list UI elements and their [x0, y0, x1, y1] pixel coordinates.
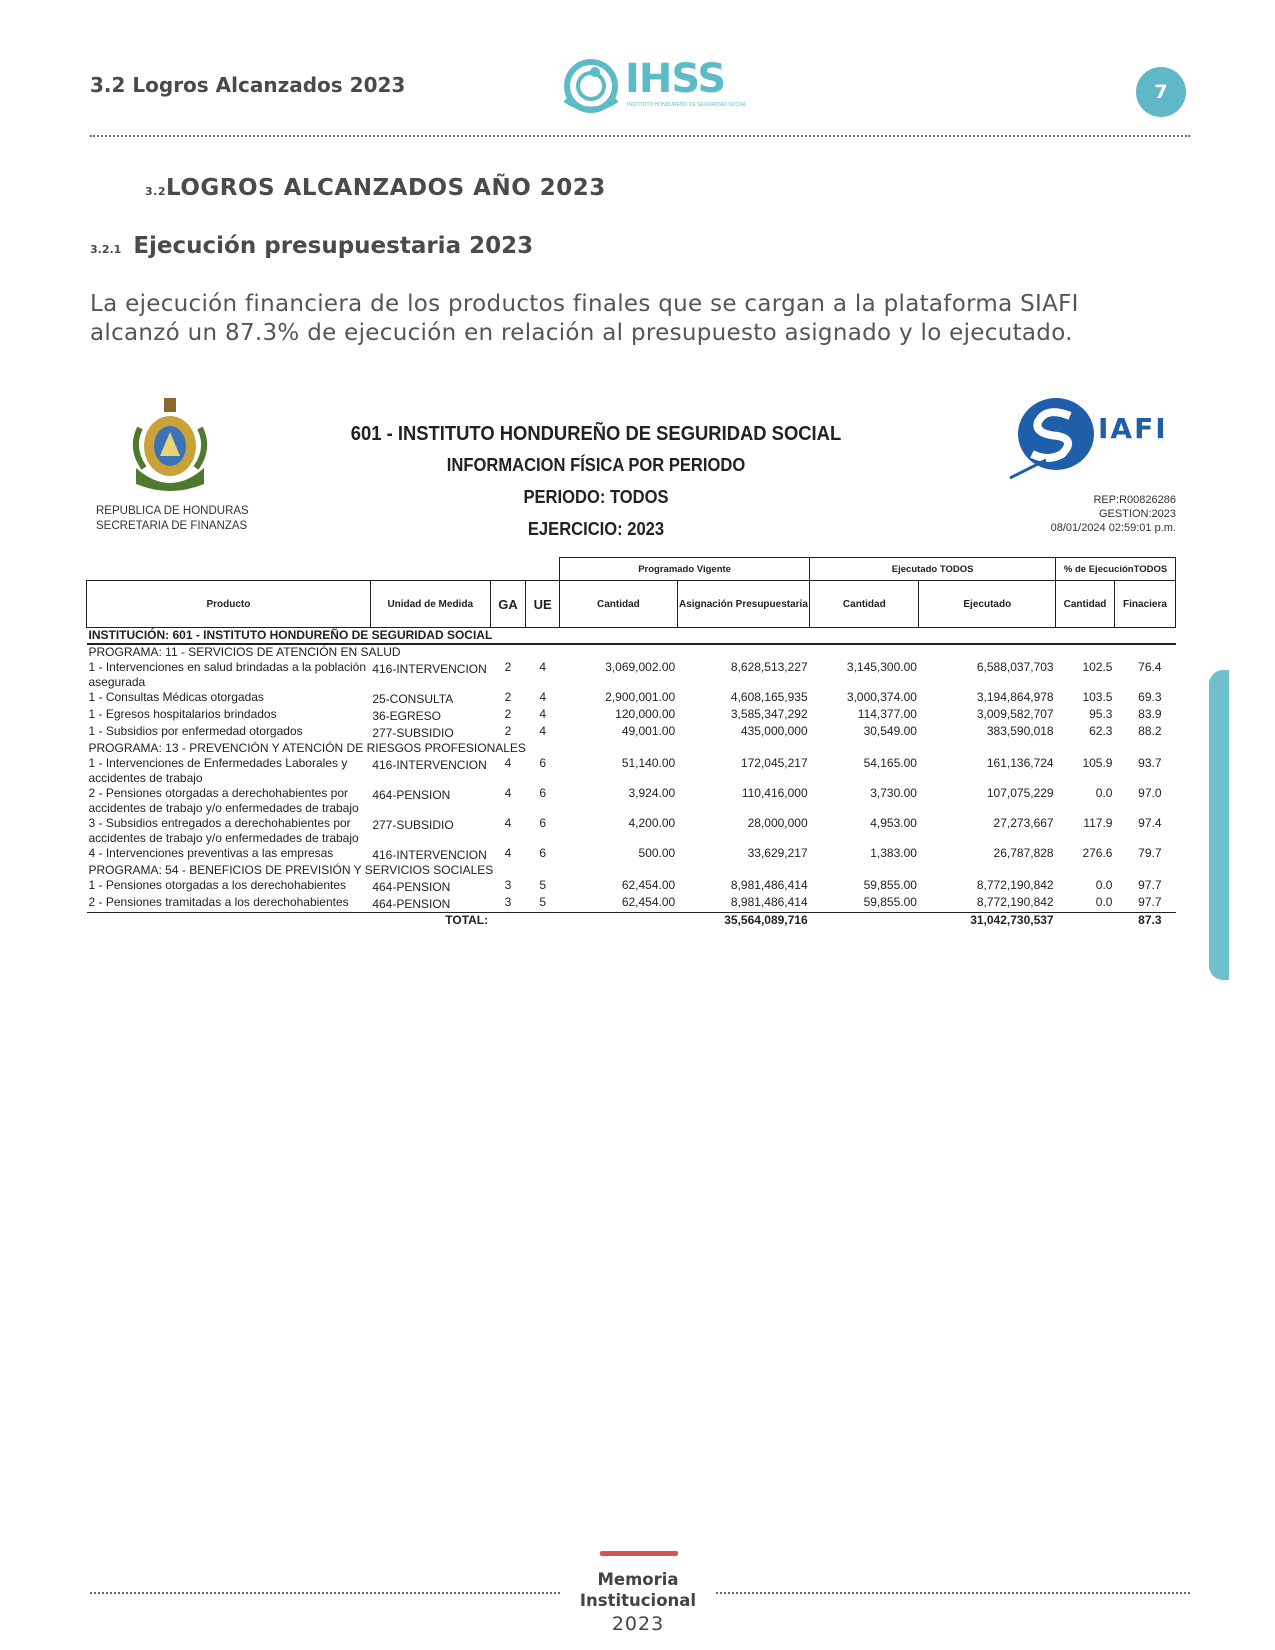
cell-ga: 4: [504, 756, 512, 770]
col-header-producto: Producto: [87, 581, 371, 628]
col-header-pct-cantidad: Cantidad: [1056, 581, 1115, 628]
ministry-line: SECRETARIA DE FINANZAS: [96, 520, 248, 532]
siafi-logo: [1006, 390, 1196, 486]
col-header-ue: UE: [526, 581, 560, 628]
cell-ue: 4: [539, 690, 547, 704]
subsection-heading: [90, 233, 533, 259]
cell-ga: 2: [504, 690, 512, 704]
table-row: [87, 846, 1176, 863]
cell-cantidad-ejec: 4,953.00: [870, 816, 917, 830]
cell-cantidad-ejec: 59,855.00: [810, 895, 919, 913]
ihss-logo: [555, 52, 747, 118]
footer-year: 2023: [611, 1613, 665, 1635]
cell-asignacion: 8,628,513,227: [730, 660, 808, 674]
cell-cantidad-ejec: 3,145,300.00: [846, 660, 917, 674]
honduras-coat-of-arms-icon: [130, 398, 210, 494]
cell-ue: 4: [539, 660, 547, 674]
intro-paragraph: [90, 290, 1190, 348]
cell-cantidad-ejec: 54,165.00: [863, 756, 917, 770]
cell-asignacion: 3,585,347,292: [730, 707, 808, 721]
footer-title-line2: Institucional: [579, 1591, 697, 1610]
total-asignacion: 35,564,089,716: [724, 913, 808, 927]
col-header-asignacion: Asignación Presupuestaria: [677, 581, 809, 628]
table-row: [87, 724, 1176, 741]
cell-pct-financiera: 97.7: [1114, 895, 1175, 913]
footer-title-line1: Memoria: [597, 1570, 679, 1589]
cell-producto: 2 - Pensiones tramitadas a los derechohabientes: [87, 895, 371, 913]
cell-ue: 6: [539, 786, 547, 800]
col-header-ga: GA: [490, 581, 526, 628]
program-label: PROGRAMA: 54 - BENEFICIOS DE PREVISIÓN Y SERVICIOS SOCIALES: [88, 863, 494, 877]
cell-asignacion: 8,981,486,414: [730, 878, 808, 892]
cell-cantidad-ejec: 1,383.00: [870, 846, 917, 860]
budget-execution-table: [86, 557, 1176, 928]
cell-asignacion: 28,000,000: [747, 816, 808, 830]
cell-ga: 4: [504, 816, 512, 830]
institution-row: [87, 628, 1176, 645]
cell-unidad: 464-PENSION: [372, 788, 451, 802]
cell-cantidad-prog: 51,140.00: [621, 756, 676, 770]
total-pct-financiera: 87.3: [1138, 913, 1162, 927]
cell-ga: 3: [490, 895, 526, 913]
cell-pct-cantidad: 62.3: [1089, 724, 1113, 738]
ihss-logo-subtitle: INSTITUTO HONDUREÑO DE SEGURIDAD SOCIAL: [627, 102, 747, 108]
section-heading-number: 3.2: [145, 185, 166, 198]
cell-ejecutado: 27,273,667: [993, 816, 1054, 830]
table-group-header-row: [87, 558, 1176, 581]
cell-cantidad-prog: 4,200.00: [628, 816, 676, 830]
ihss-logo-text: IHSS: [625, 56, 726, 102]
cell-ga: 2: [504, 660, 512, 674]
cell-producto: 1 - Intervenciones de Enfermedades Laborales y accidentes de trabajo: [88, 756, 348, 785]
cell-producto: 3 - Subsidios entregados a derechohabientes por accidentes de trabajo y/o enfermedades de trabajo: [88, 816, 359, 845]
cell-pct-financiera: 79.7: [1138, 846, 1162, 860]
report-date: 08/01/2024 02:59:01 p.m.: [1050, 522, 1176, 534]
cell-cantidad-ejec: 59,855.00: [863, 878, 917, 892]
paragraph-line-1: La ejecución financiera de los productos finales que se cargan a la plataforma SIAFI: [90, 291, 1079, 317]
cell-ga: 2: [504, 724, 512, 738]
report-period: PERIODO: TODOS: [523, 487, 669, 507]
cell-pct-financiera: 76.4: [1138, 660, 1162, 674]
col-header-cantidad-ejec: Cantidad: [810, 581, 919, 628]
table-row: [87, 895, 1176, 913]
group-header-programado: Programado Vigente: [560, 558, 810, 581]
table-row: [87, 756, 1176, 786]
footer-accent-bar: [600, 1551, 678, 1556]
cell-producto: 1 - Pensiones otorgadas a los derechohabientes: [88, 878, 347, 892]
cell-cantidad-ejec: 30,549.00: [863, 724, 917, 738]
cell-pct-cantidad: 105.9: [1082, 756, 1113, 770]
cell-ejecutado: 6,588,037,703: [976, 660, 1054, 674]
cell-unidad: 277-SUBSIDIO: [372, 726, 454, 740]
cell-pct-financiera: 93.7: [1138, 756, 1162, 770]
page-number: 7: [1136, 67, 1186, 117]
cell-pct-financiera: 69.3: [1138, 690, 1162, 704]
cell-unidad: 416-INTERVENCION: [372, 758, 487, 772]
cell-ejecutado: 161,136,724: [986, 756, 1054, 770]
cell-ue: 6: [539, 816, 547, 830]
cell-unidad: 25-CONSULTA: [372, 692, 454, 706]
subsection-heading-text: Ejecución presupuestaria 2023: [133, 233, 534, 259]
issuer-block: [96, 504, 249, 534]
cell-producto: 2 - Pensiones otorgadas a derechohabientes por accidentes de trabajo y/o enfermedades de trabajo: [88, 786, 359, 815]
cell-ga: 4: [504, 786, 512, 800]
cell-asignacion: 4,608,165,935: [730, 690, 808, 704]
col-header-unidad: Unidad de Medida: [370, 581, 490, 628]
cell-pct-cantidad: 103.5: [1082, 690, 1113, 704]
cell-producto: 1 - Egresos hospitalarios brindados: [88, 707, 277, 721]
report-code: REP:R00826286: [1093, 494, 1176, 506]
cell-pct-cantidad: 117.9: [1083, 816, 1113, 830]
cell-ga: 2: [504, 707, 512, 721]
siafi-report: [86, 390, 1190, 1070]
report-meta: [1051, 493, 1176, 535]
section-heading: [90, 175, 606, 201]
cell-ejecutado: 107,075,229: [986, 786, 1054, 800]
program-label: PROGRAMA: 11 - SERVICIOS DE ATENCIÓN EN SALUD: [88, 645, 401, 659]
siafi-logo-text: IAFI: [1098, 412, 1168, 445]
cell-unidad: 277-SUBSIDIO: [372, 818, 454, 832]
cell-cantidad-prog: 62,454.00: [621, 878, 676, 892]
cell-pct-cantidad: 0.0: [1056, 895, 1115, 913]
cell-ue: 5: [526, 895, 560, 913]
table-row: [87, 878, 1176, 895]
col-header-pct-financiera: Finaciera: [1114, 581, 1175, 628]
cell-producto: 4 - Intervenciones preventivas a las empresas: [88, 846, 334, 860]
table-row: [87, 660, 1176, 690]
program-row: [87, 741, 1176, 756]
report-gestion: GESTION:2023: [1098, 508, 1176, 520]
cell-pct-cantidad: 276.6: [1082, 846, 1113, 860]
cell-ejecutado: 8,772,190,842: [919, 895, 1056, 913]
subsection-heading-number: 3.2.1: [90, 243, 122, 256]
cell-cantidad-ejec: 3,730.00: [870, 786, 917, 800]
header-divider: [90, 135, 1190, 137]
cell-ejecutado: 383,590,018: [986, 724, 1054, 738]
cell-cantidad-prog: 3,924.00: [628, 786, 676, 800]
cell-pct-financiera: 97.0: [1138, 786, 1162, 800]
cell-ejecutado: 26,787,828: [993, 846, 1054, 860]
cell-unidad: 416-INTERVENCION: [372, 848, 487, 862]
section-heading-text: LOGROS ALCANZADOS AÑO 2023: [166, 175, 606, 201]
table-row: [87, 786, 1176, 816]
cell-ejecutado: 3,009,582,707: [976, 707, 1054, 721]
cell-pct-financiera: 88.2: [1138, 724, 1162, 738]
cell-unidad: 36-EGRESO: [372, 709, 442, 723]
paragraph-line-2: alcanzó un 87.3% de ejecución en relación al presupuesto asignado y lo ejecutado.: [90, 320, 1073, 346]
cell-cantidad-prog: 120,000.00: [615, 707, 676, 721]
cell-producto: 1 - Intervenciones en salud brindadas a la población asegurada: [88, 660, 367, 689]
cell-pct-cantidad: 102.5: [1082, 660, 1113, 674]
cell-ue: 4: [539, 724, 547, 738]
cell-pct-financiera: 97.4: [1138, 816, 1162, 830]
cell-cantidad-prog: 2,900,001.00: [605, 690, 676, 704]
institution-label: INSTITUCIÓN: 601 - INSTITUTO HONDUREÑO DE SEGURIDAD SOCIAL: [87, 628, 1176, 645]
cell-ue: 6: [539, 756, 547, 770]
cell-ejecutado: 8,772,190,842: [976, 878, 1054, 892]
table-row: [87, 816, 1176, 846]
report-year: EJERCICIO: 2023: [527, 519, 665, 539]
cell-producto: 1 - Subsidios por enfermedad otorgados: [88, 724, 303, 738]
country-line: REPUBLICA DE HONDURAS: [96, 505, 249, 517]
group-header-pct: % de EjecuciónTODOS: [1056, 558, 1176, 581]
cell-cantidad-prog: 49,001.00: [621, 724, 676, 738]
header-section-title: 3.2 Logros Alcanzados 2023: [90, 73, 406, 97]
cell-unidad: 464-PENSION: [372, 880, 451, 894]
report-subtitle: INFORMACION FÍSICA POR PERIODO: [446, 455, 746, 475]
report-title: 601 - INSTITUTO HONDUREÑO DE SEGURIDAD SOCIAL: [350, 423, 842, 445]
group-header-ejecutado: Ejecutado TODOS: [810, 558, 1056, 581]
cell-pct-cantidad: 0.0: [1095, 878, 1113, 892]
cell-cantidad-prog: 3,069,002.00: [605, 660, 676, 674]
cell-ue: 6: [539, 846, 547, 860]
cell-asignacion: 172,045,217: [740, 756, 808, 770]
cell-cantidad-ejec: 114,377.00: [857, 707, 917, 721]
program-row: [87, 644, 1176, 660]
cell-cantidad-prog: 62,454.00: [560, 895, 678, 913]
side-tab-decoration: [1209, 670, 1229, 980]
cell-unidad: 416-INTERVENCION: [372, 662, 487, 676]
ihss-emblem-icon: [555, 52, 625, 118]
footer-divider-left: [90, 1592, 560, 1594]
table-header-row: [87, 581, 1176, 628]
cell-cantidad-prog: 500.00: [638, 846, 676, 860]
cell-cantidad-ejec: 3,000,374.00: [846, 690, 917, 704]
cell-pct-cantidad: 95.3: [1089, 707, 1113, 721]
siafi-s-icon: [1006, 390, 1098, 486]
program-label: PROGRAMA: 13 - PREVENCIÓN Y ATENCIÓN DE RIESGOS PROFESIONALES: [88, 741, 526, 755]
cell-asignacion: 110,416,000: [741, 786, 808, 800]
cell-asignacion: 8,981,486,414: [677, 895, 809, 913]
cell-pct-financiera: 83.9: [1138, 707, 1162, 721]
cell-asignacion: 435,000,000: [740, 724, 808, 738]
cell-ga: 3: [504, 878, 512, 892]
cell-ga: 4: [504, 846, 512, 860]
cell-pct-financiera: 97.7: [1138, 878, 1162, 892]
total-ejecutado: 31,042,730,537: [970, 913, 1054, 927]
col-header-cantidad-prog: Cantidad: [560, 581, 678, 628]
table-row: [87, 690, 1176, 707]
cell-ejecutado: 3,194,864,978: [976, 690, 1054, 704]
cell-pct-cantidad: 0.0: [1095, 786, 1113, 800]
cell-ue: 4: [539, 707, 547, 721]
cell-asignacion: 33,629,217: [747, 846, 808, 860]
col-header-ejecutado: Ejecutado: [919, 581, 1056, 628]
table-row: [87, 707, 1176, 724]
total-row: [87, 913, 1176, 929]
footer-divider-right: [716, 1592, 1190, 1594]
total-label: TOTAL:: [445, 913, 489, 927]
cell-unidad: 464-PENSION: [370, 895, 490, 913]
cell-ue: 5: [539, 878, 547, 892]
cell-producto: 1 - Consultas Médicas otorgadas: [88, 690, 264, 704]
program-row: [87, 863, 1176, 878]
